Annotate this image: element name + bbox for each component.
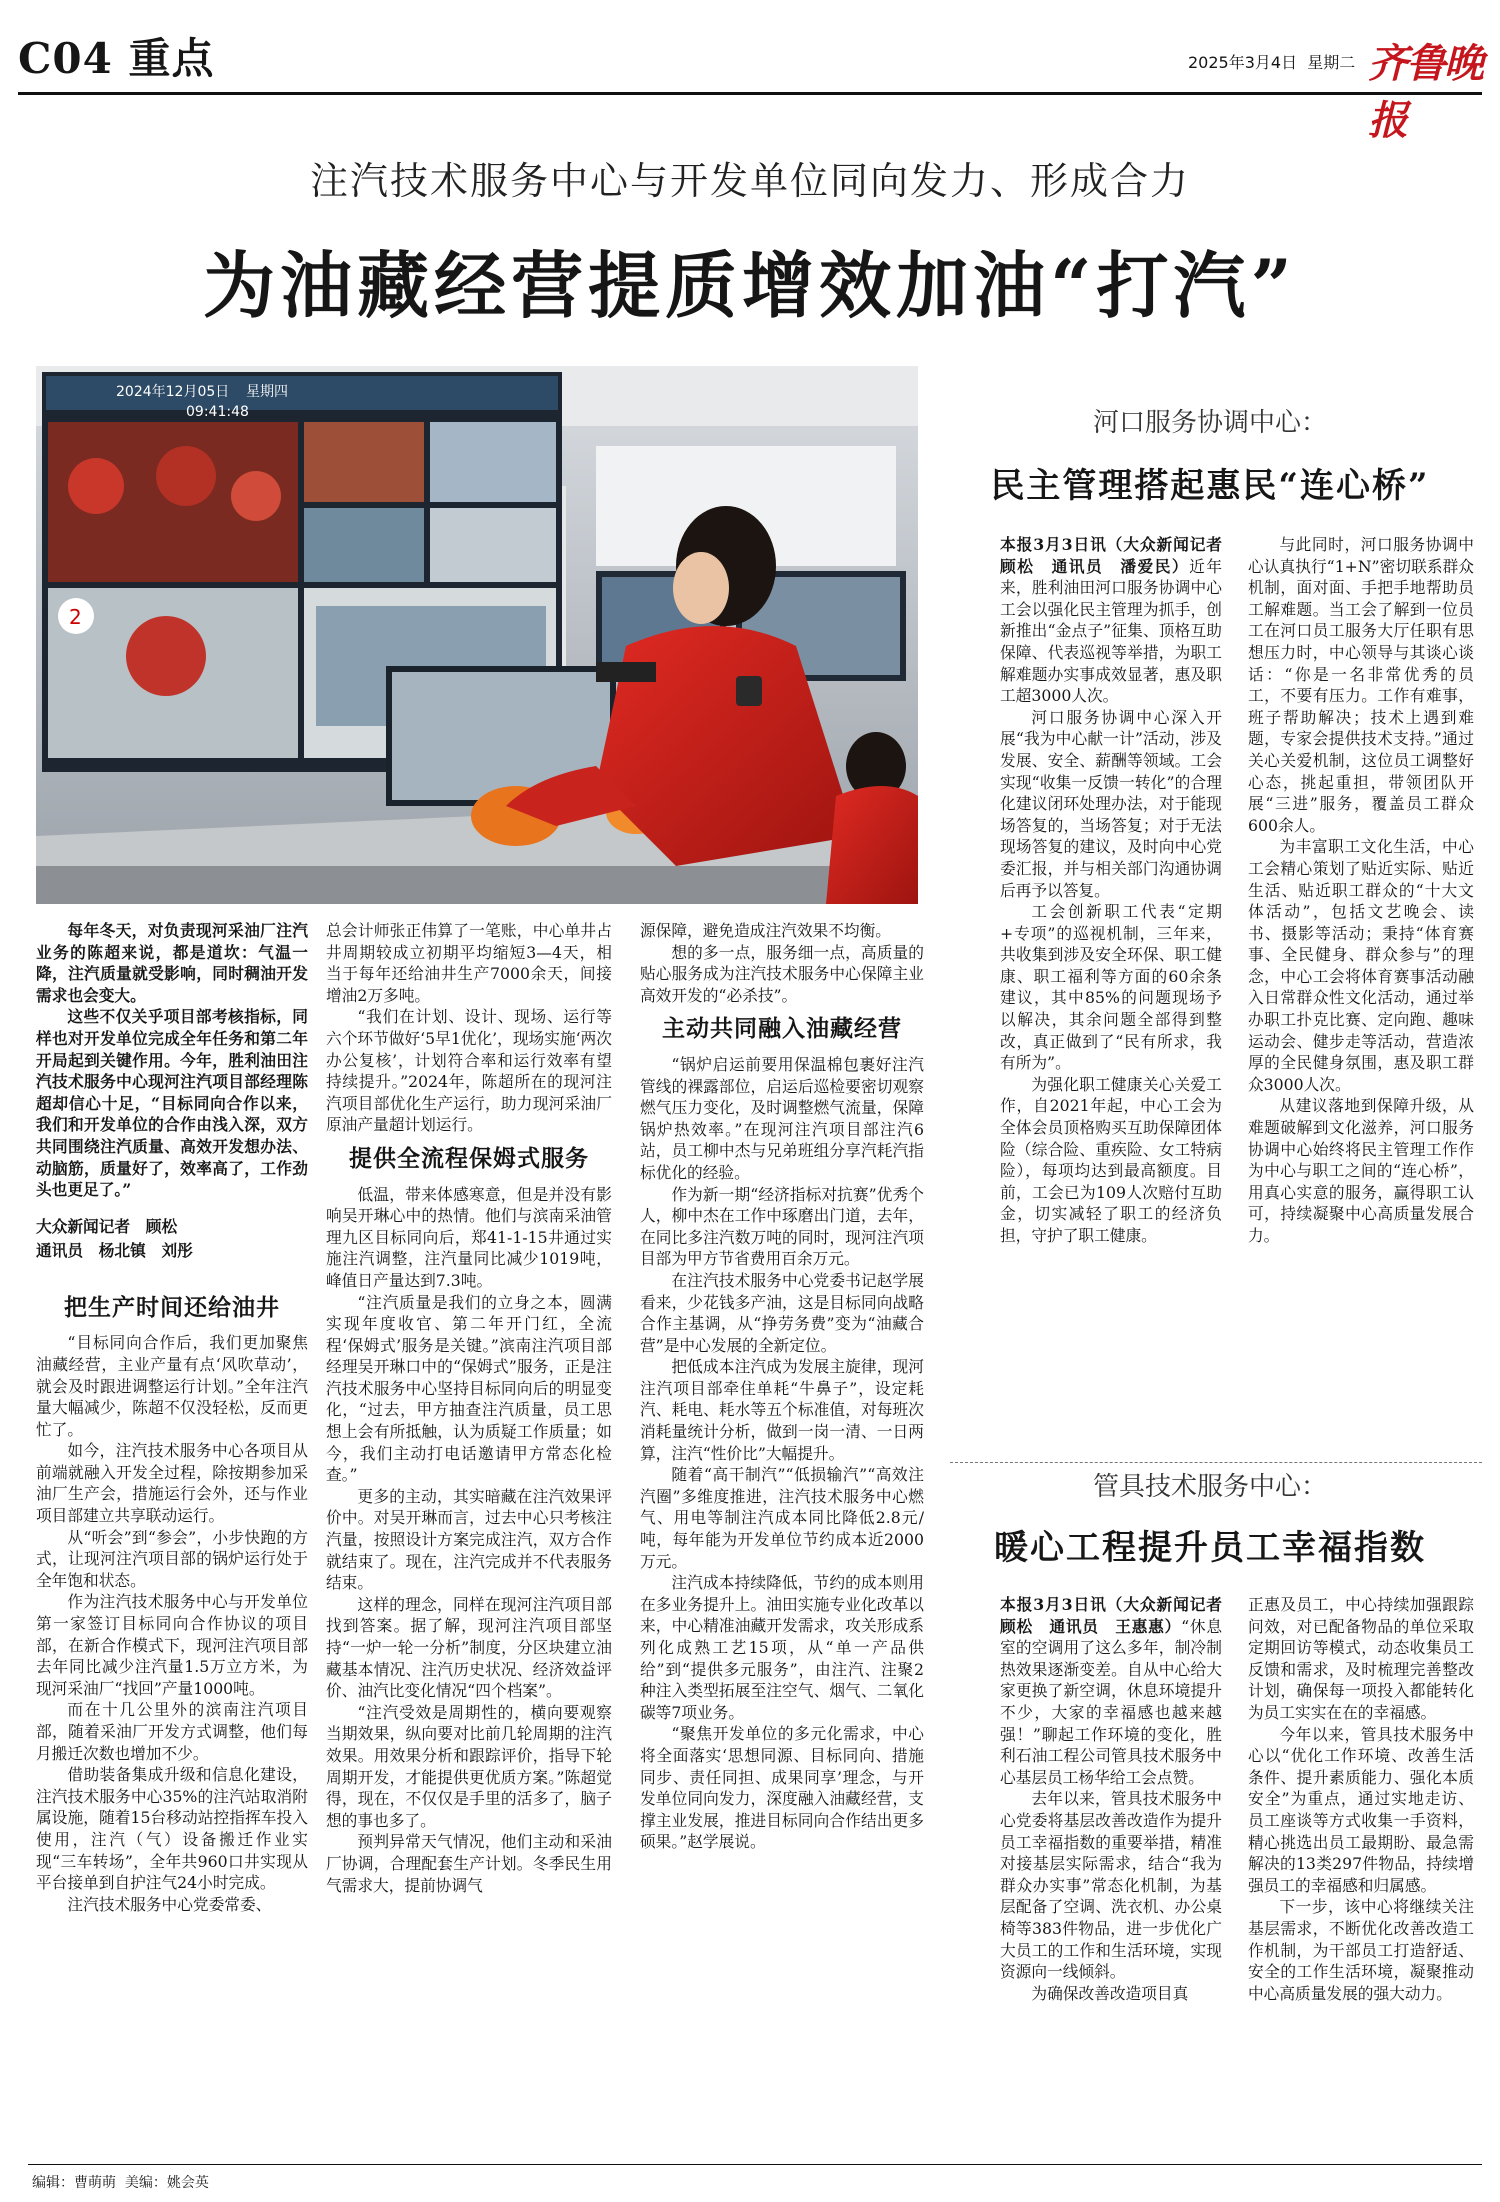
screen-weekday-text: 星期四 [246, 384, 288, 400]
paragraph: “锅炉启运前要用保温棉包裹好注汽管线的裸露部位，启运后巡检要密切观察燃气压力变化，及时调整燃气流量，保障锅炉热效率。”在现河注汽项目部注汽6站，员工柳中杰与兄弟班组分享汽耗汽指标优化的经验。 [640, 1054, 924, 1182]
subheading-2: 提供全流程保姆式服务 [349, 1144, 589, 1172]
paragraph: 随着“高干制汽”“低损输汽”“高效注汽圈”多维度推进，注汽技术服务中心燃气、用电等制注汽成本同比降低2.8元/吨，每年能为开发单位节约成本近2000万元。 [640, 1465, 924, 1571]
paragraph: 工会创新职工代表“定期+专项”的巡视机制，三年来，共收集到涉及安全环保、职工健康、职工福利等方面的60余条建议，其中85%的问题现场予以解决，其余问题全部得到整改，真正做到了“民有所求，我有所为”。 [1000, 902, 1222, 1073]
byline-correspondent: 通讯员 杨北镇 刘彤 [36, 1240, 193, 1260]
paragraph: “休息室的空调用了这么多年，制冷制热效果逐渐变差。自从中心给大家更换了新空调，休息环境提升不少，大家的幸福感也越来越强！”聊起工作环境的变化，胜利石油工程公司管具技术服务中心基层员工杨华给工会点赞。 [1000, 1616, 1223, 1787]
paragraph: 预判异常天气情况，他们主动和采油厂协调，合理配套生产计划。冬季民生用气需求大，提前协调气 [326, 1832, 612, 1895]
paragraph: “聚焦开发单位的多元化需求，中心将全面落实‘思想同源、目标同向、措施同步、责任同担、成果同享’理念，与开发单位同向发力，深度融入油藏经营，支撑主业发展，推进目标同向合作结出更多硕果。”赵学展说。 [640, 1724, 924, 1852]
paragraph: 作为注汽技术服务中心与开发单位第一家签订目标同向合作协议的项目部，在新合作模式下，现河注汽项目部去年同比减少注汽量1.5万立方米，为现河采油厂“找回”产量1000吨。 [36, 1592, 308, 1698]
designer-credit: 美编：姚会英 [124, 2175, 209, 2191]
paragraph: “注汽受效是周期性的，横向要观察当期效果，纵向要对比前几轮周期的注汽效果。用效果分析和跟踪评价，指导下轮周期开发，才能提供更优质方案。”陈超觉得，现在，不仅仅是手里的活多了，脑子想的事也多了。 [326, 1702, 612, 1830]
paragraph: 近年来，胜利油田河口服务协调中心工会以强化民主管理为抓手，创新推出“金点子”征集、顶格互助保障、代表巡视等举措，为职工解难题办实事成效显著，惠及职工超3000人次。 [1000, 556, 1223, 706]
right-article-2-kicker: 管具技术服务中心： [1092, 1472, 1327, 1502]
paragraph: 注汽成本持续降低，节约的成本则用在多业务提升上。油田实施专业化改革以来，中心精准油藏开发需求，攻关形成系列化成熟工艺15项，从“单一产品供给”到“提供多元服务”，由注汽、注聚2种注入类型拓展至注空气、烟气、二氧化碳等7项业务。 [640, 1573, 924, 1722]
paragraph: 在注汽技术服务中心党委书记赵学展看来，少花钱多产油，这是目标同向战略合作主基调，从“挣劳务费”变为“油藏合营”是中心发展的全新定位。 [640, 1270, 924, 1355]
page-footer [32, 2172, 209, 2192]
paragraph: “注汽质量是我们的立身之本，圆满实现年度收官、第二年开门红，全流程‘保姆式’服务是关键。”滨南注汽项目部经理吴开琳口中的“保姆式”服务，正是注汽技术服务中心坚持目标同向后的明显变化，“过去，甲方抽查注汽质量，员工思想上会有所抵触，认为质疑工作质量；如今，我们主动打电话邀请甲方常态化检查。” [326, 1292, 612, 1485]
paragraph: 为强化职工健康关心关爱工作，自2021年起，中心工会为全体会员顶格购买互助保障团体险（综合险、重疾险、女工特病险），每项均达到最高额度。目前，工会已为109人次赔付互助金，切实减轻了职工的经济负担，守护了职工健康。 [1000, 1074, 1222, 1245]
paragraph: 为丰富职工文化生活，中心工会精心策划了贴近实际、贴近生活、贴近职工群众的“十大文体活动”，包括文艺晚会、读书、摄影等活动；秉持“体育赛事、全民健身、群众参与”的理念，中心工会将体育赛事活动融入日常群众性文化活动，通过举办职工扑克比赛、定向跑、趣味运动会、健步走等活动，营造浓厚的全民健身氛围，惠及职工群众3000人次。 [1248, 837, 1474, 1094]
header-rule [18, 92, 1482, 95]
dateline: 本报3月3日讯（大众新闻记者 顾松 通讯员 潘爱民） [1000, 535, 1238, 576]
paragraph: 源保障，避免造成注汽效果不均衡。 [640, 921, 891, 940]
paragraph: 这样的理念，同样在现河注汽项目部找到答案。据了解，现河注汽项目部坚持“一炉一轮一分析”制度，分区块建立油藏基本情况、注汽历史状况、经济效益评价、油汽比变化情况“四个档案”。 [326, 1594, 612, 1701]
right-article-2-headline: 暖心工程提升员工幸福指数 [994, 1528, 1426, 1568]
control-room-illustration [36, 366, 918, 904]
byline [36, 1215, 308, 1263]
paragraph: 与此同时，河口服务协调中心认真执行“1+N”密切联系群众机制，面对面、手把手地帮助员工解难题。当工会了解到一位员工在河口员工服务大厅任职有思想压力时，中心领导与其谈心谈话：“你是一名非常优秀的员工，不要有压力。工作有难事，班子帮助解决；技术上遇到难题，专家会提供技术支持。”通过关心关爱机制，这位员工调整好心态，挑起重担，带领团队开展“三进”服务，覆盖员工群众600余人。 [1248, 535, 1474, 835]
right-article-1-kicker: 河口服务协调中心： [1092, 408, 1327, 438]
paragraph: 而在十几公里外的滨南注汽项目部，随着采油厂开发方式调整，他们每月搬迁次数也增加不少。 [36, 1700, 308, 1763]
right-article-2-col-b [1248, 1594, 1474, 2154]
paragraph: 想的多一点，服务细一点，高质量的贴心服务成为注汽技术服务中心保障主业高效开发的“必杀技”。 [640, 942, 924, 1005]
paragraph: 注汽技术服务中心党委常委、 [67, 1894, 272, 1914]
issue-date: 2025年3月4日 星期二 [1188, 53, 1356, 72]
paragraph: 河口服务协调中心深入开展“我为中心献一计”活动，涉及发展、安全、薪酬等领域。工会实现“收集一反馈一转化”的合理化建议闭环处理办法，对于能现场答复的，当场答复；对于无法现场答复的建议，及时向中心党委汇报，并与相关部门沟通协调后再予以答复。 [1000, 707, 1222, 900]
paragraph: 低温，带来体感寒意，但是并没有影响吴开琳心中的热情。他们与滨南采油管理九区目标同向后，郑41-1-15井通过实施注汽调整，注汽量同比减少1019吨，峰值日产量达到7.3吨。 [326, 1184, 612, 1290]
paragraph: 今年以来，管具技术服务中心以“优化工作环境、改善生活条件、提升素质能力、强化本质安全”为重点，通过实地走访、员工座谈等方式收集一手资料，精心挑选出员工最期盼、最急需解决的13类297件物品，持续增强员工的幸福感和归属感。 [1248, 1724, 1474, 1895]
paragraph: 下一步，该中心将继续关注基层需求，不断优化改善改造工作机制，为干部员工打造舒适、安全的工作生活环境，凝聚推动中心高质量发展的强大动力。 [1248, 1897, 1474, 2003]
paragraph: 从建议落地到保障升级，从难题破解到文化滋养，河口服务协调中心始终将民主管理工作作为中心与职工之间的“连心桥”，用真心实意的服务，赢得职工认可，持续凝聚中心高质量发展合力。 [1248, 1096, 1474, 1245]
byline-reporter: 大众新闻记者 顾松 [36, 1216, 178, 1236]
paragraph: “我们在计划、设计、现场、运行等六个环节做好‘5早1优化’，现场实施‘两次办公复核’，计划符合率和运行效率有望持续提升。”2024年，陈超所在的现河注汽项目部优化生产运行，助力现河采油厂原油产量超计划运行。 [326, 1007, 612, 1135]
subheading-3: 主动共同融入油藏经营 [662, 1015, 902, 1043]
paragraph: 作为新一期“经济指标对抗赛”优秀个人，柳中杰在工作中琢磨出门道，去年，在同比多注汽数万吨的同时，现河注汽项目部为甲方节省费用百余万元。 [640, 1184, 924, 1269]
paragraph: 为确保改善改造项目真 [1031, 1983, 1189, 2003]
paragraph: 这些不仅关乎项目部考核指标，同样也对开发单位完成全年任务和第二年开局起到关键作用。今年，胜利油田注汽技术服务中心现河注汽项目部经理陈超却信心十足，“目标同向合作以来，我们和开发单位的合作由浅入深，双方共同围绕注汽质量、高效开发想办法、动脑筋，质量好了，效率高了，工作劲头也更足了。” [36, 1007, 308, 1200]
paragraph: 正惠及员工，中心持续加强跟踪问效，对已配备物品的单位采取定期回访等模式，动态收集员工反馈和需求，及时梳理完善整改计划，确保每一项投入都能转化为员工实实在在的幸福感。 [1248, 1595, 1474, 1722]
lead-paragraph: 每年冬天，对负责现河采油厂注汽业务的陈超来说，都是道坎：气温一降，注汽质量就受影响，同时稠油开发需求也会变大。 [36, 921, 308, 1005]
subheading-1: 把生产时间还给油井 [64, 1293, 280, 1321]
paragraph: 总会计师张正伟算了一笔账，中心单井占井周期较成立初期平均缩短3—4天，相当于每年还给油井生产7000余天，间接增油2万多吨。 [326, 921, 612, 1005]
right-article-1-col-b [1248, 534, 1474, 1464]
article-column-2 [326, 920, 612, 2150]
article-kicker: 注汽技术服务中心与开发单位同向发力、形成合力 [309, 159, 1190, 203]
footer-rule [28, 2164, 1482, 2165]
article-column-3 [640, 920, 924, 2150]
paragraph: 如今，注汽技术服务中心各项目从前端就融入开发全过程，除按期参加采油厂生产会，措施运行会外，还与作业项目部建立共享联动运行。 [36, 1441, 308, 1526]
right-article-1-col-a [1000, 534, 1238, 1464]
right-article-2-col-a [1000, 1594, 1238, 2154]
dateline: 本报3月3日讯（大众新闻记者 顾松 通讯员 王惠惠） [1000, 1595, 1238, 1636]
paragraph: 更多的主动，其实暗藏在注汽效果评价中。对吴开琳而言，过去中心只考核注汽量，按照设计方案完成注汽，双方合作就结束了。现在，注汽完成并不代表服务结束。 [326, 1486, 612, 1593]
svg-text:2: 2 [69, 605, 82, 629]
paragraph: 从“听会”到“参会”，小步快跑的方式，让现河注汽项目部的锅炉运行处于全年饱和状态。 [36, 1527, 308, 1590]
article-headline: 为油藏经营提质增效加油“打汽” [203, 243, 1297, 328]
article-column-1 [36, 920, 308, 2150]
screen-time-text: 09:41:48 [186, 404, 249, 420]
paragraph: 把低成本注汽成为发展主旋律，现河注汽项目部牵住单耗“牛鼻子”，设定耗汽、耗电、耗水等五个标准值，对每班次消耗量统计分析，做到一岗一清、一日两算，注汽“性价比”大幅提升。 [640, 1357, 924, 1463]
paragraph: 借助装备集成升级和信息化建设，注汽技术服务中心35%的注汽站取消附属设施，随着15台移动站控指挥车投入使用，注汽（气）设备搬迁作业实现“三车转场”，全年共960口井实现从平台接单到自护注气24小时完成。 [36, 1765, 308, 1893]
right-article-1-headline: 民主管理搭起惠民“连心桥” [990, 466, 1430, 506]
divider [950, 1462, 1482, 1463]
paragraph: “目标同向合作后，我们更加聚焦油藏经营，主业产量有点‘风吹草动’，就会及时跟进调整运行计划。”全年注汽量大幅减少，陈超不仅没轻松，反而更忙了。 [36, 1333, 308, 1439]
newspaper-logo: 齐鲁晚报 [1368, 40, 1482, 144]
screen-date-text: 2024年12月05日 [116, 384, 230, 400]
paragraph: 去年以来，管具技术服务中心党委将基层改善改造作为提升员工幸福指数的重要举措，精准对接基层实际需求，结合“我为群众办实事”常态化机制，为基层配备了空调、洗衣机、办公桌椅等383件物品，进一步优化广大员工的工作和生活环境，实现资源向一线倾斜。 [1000, 1789, 1222, 1982]
page-number: C04 重点 [18, 34, 215, 83]
page-header [18, 18, 1482, 144]
news-photo [36, 366, 918, 904]
editor-credit: 编辑：曹萌萌 [32, 2175, 116, 2191]
